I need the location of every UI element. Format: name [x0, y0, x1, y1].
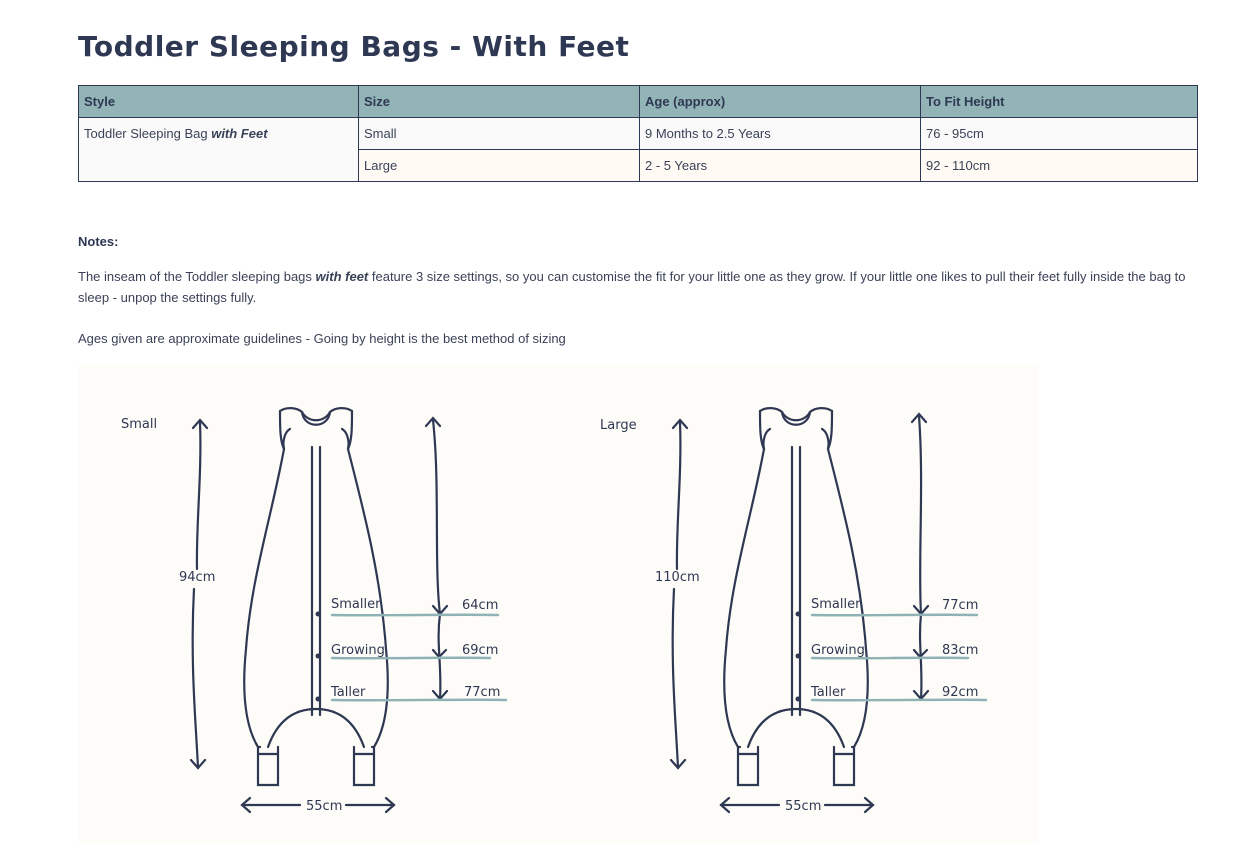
large-inseam-growing: 83cm [942, 643, 979, 658]
large-setting-growing: Growing [811, 643, 865, 658]
small-height-arrow [191, 420, 207, 768]
header-height: To Fit Height [921, 86, 1198, 118]
age-cell: 2 - 5 Years [640, 150, 921, 182]
height-cell: 92 - 110cm [921, 150, 1198, 182]
ages-note: Ages given are approximate guidelines - Going by height is the best method of sizing [78, 331, 566, 346]
large-width-label: 55cm [785, 799, 822, 814]
header-age: Age (approx) [640, 86, 921, 118]
size-diagram [78, 364, 1038, 843]
header-size: Size [359, 86, 640, 118]
header-style: Style [79, 86, 359, 118]
small-setting-taller: Taller [331, 685, 366, 700]
large-label: Large [600, 418, 637, 433]
small-diagram [121, 408, 506, 814]
large-setting-smaller: Smaller [811, 597, 861, 612]
large-setting-taller: Taller [811, 685, 846, 700]
height-cell: 76 - 95cm [921, 118, 1198, 150]
age-cell: 9 Months to 2.5 Years [640, 118, 921, 150]
large-inseam-arrow [912, 414, 928, 699]
size-table [78, 85, 1198, 182]
notes-text [78, 266, 1198, 308]
notes-emphasis: with feet [315, 269, 369, 284]
style-name: Toddler Sleeping Bag [84, 126, 212, 141]
table-header-row [79, 86, 1198, 118]
small-inseam-smaller: 64cm [462, 598, 499, 613]
large-height-arrow [671, 420, 687, 768]
small-width-label: 55cm [306, 799, 343, 814]
page-title: Toddler Sleeping Bags - With Feet [78, 30, 630, 63]
notes-heading: Notes: [78, 234, 119, 249]
small-setting-smaller: Smaller [331, 597, 381, 612]
large-height-label: 110cm [655, 570, 700, 585]
large-inseam-taller: 92cm [942, 685, 979, 700]
small-label: Small [121, 417, 158, 432]
style-cell [79, 118, 359, 182]
large-diagram [600, 408, 986, 814]
size-cell: Large [359, 150, 640, 182]
table-row [79, 118, 1198, 150]
large-inseam-smaller: 77cm [942, 598, 979, 613]
small-height-label: 94cm [179, 570, 216, 585]
style-emphasis: with Feet [211, 126, 268, 141]
size-cell: Small [359, 118, 640, 150]
small-setting-growing: Growing [331, 643, 385, 658]
notes-text-before: The inseam of the Toddler sleeping bags [78, 269, 316, 284]
small-inseam-taller: 77cm [464, 685, 501, 700]
size-diagram-svg [78, 364, 1038, 843]
notes-text-after: feature 3 size settings, so you can customise the fit for your little one as they grow. If your little one likes to pull their feet fully inside the bag to sleep - unpop the settings fully. [78, 269, 1186, 305]
small-inseam-growing: 69cm [462, 643, 499, 658]
